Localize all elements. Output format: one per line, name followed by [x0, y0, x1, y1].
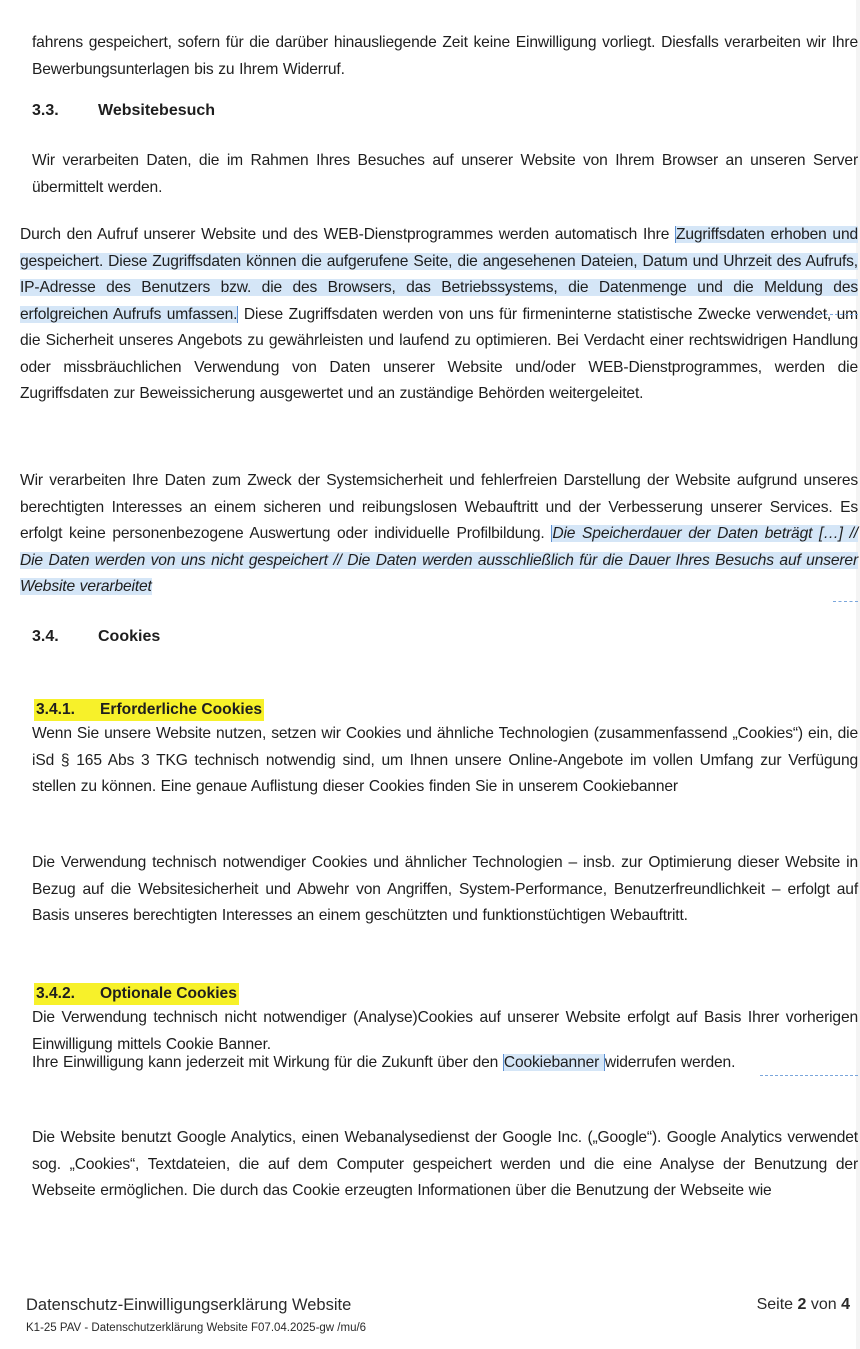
- revision-marker-line: [790, 314, 858, 315]
- optionale-cookies-paragraph-1: Die Verwendung technisch nicht notwendiger (Analyse)Cookies auf unserer Website erfolgt auf Basis Ihrer vorherigen Einwilligung mittels Cookie Banner.: [32, 1009, 858, 1053]
- page-mid: von: [806, 1296, 842, 1313]
- subsection-title: Erforderliche Cookies: [100, 701, 263, 718]
- erforderliche-cookies-paragraph-1: Wenn Sie unsere Website nutzen, setzen wir Cookies und ähnliche Technologien (zusammenfassend „Cookies“) ein, die iSd § 165 Abs 3 TKG technisch notwendig sind, um Ihnen unsere Online-Angebote im vollen Umfang zur Verfügung stellen zu können. Eine genaue Auflistung dieser Cookies finden Sie in unserem Cookiebanner: [32, 725, 858, 795]
- paragraph-text: Wir verarbeiten Ihre Daten zum Zweck der Systemsicherheit und fehlerfreien Darstellung der Website aufgrund unseres berechtigten Interesses an einem sicheren und reibungslosen Webauftritt und der Verbesserung unserer Services. Es erfolgt keine personenbezogene Auswertung oder individuelle Profilbildung.: [20, 472, 858, 542]
- revision-marker-line: [760, 1075, 858, 1076]
- subsection-number: 3.4.2.: [36, 985, 76, 1002]
- paragraph-text: Diese Zugriffsdaten werden von uns für firmeninterne statistische Zwecke verwendet, um die Sicherheit unseres Angebots zu gewährleisten und laufend zu optimieren. Bei Verdacht einer rechtswidrigen Handlung oder missbräuchlichen Verwendung von Daten unserer Website und/oder WEB-Dienstprogrammes, werden die Zugriffsdaten zur Beweissicherung ausgewertet und an zuständige Behörden weitergeleitet.: [20, 305, 858, 402]
- section-heading-3-4: [32, 628, 160, 646]
- section-number: 3.3.: [32, 102, 59, 119]
- websitebesuch-paragraph-3: [20, 468, 858, 601]
- erforderliche-cookies-paragraph-2: Die Verwendung technisch notwendiger Cookies und ähnlicher Technologien – insb. zur Optimierung dieser Website in Bezug auf die Websitesicherheit und Abwehr von Angriffen, System-Performance, Benutzerfreundlichkeit – erfolgt auf Basis unseres berechtigten Interesses an einem geschützten und funktionstüchtigen Webauftritt.: [32, 854, 858, 924]
- websitebesuch-paragraph-2: [20, 222, 858, 408]
- selected-italic-text[interactable]: Die Speicherdauer der Daten beträgt […] // Die Daten werden von uns nicht gespeichert // Die Daten werden ausschließlich für die Dauer Ihres Besuchs auf unserer Website verarbeitet: [20, 525, 858, 595]
- revision-marker-line: [833, 601, 858, 602]
- selected-text[interactable]: Zugriffsdaten erhoben und gespeichert. Diese Zugriffsdaten können die aufgerufene Seite, die angesehenen Dateien, Datum und Uhrzeit des Aufrufs, IP-Adresse des Benutzers bzw. die des Browsers, das Betriebssystems, die Datenmenge und die Meldung des erfolgreichen Aufrufs umfassen.: [20, 226, 858, 323]
- section-title: Websitebesuch: [98, 102, 216, 119]
- page-total: 4: [841, 1296, 850, 1313]
- optionale-cookies-paragraph-3: Die Website benutzt Google Analytics, einen Webanalysedienst der Google Inc. („Google“). Google Analytics verwendet sog. „Cookies“, Textdateien, die auf dem Computer gespeichert werden und die eine Analyse der Benutzung der Webseite ermöglichen. Die durch das Cookie erzeugten Informationen über die Benutzung der Webseite wie: [32, 1129, 858, 1199]
- footer-document-title: Datenschutz-Einwilligungserklärung Website: [26, 1296, 352, 1314]
- page-current: 2: [797, 1296, 807, 1313]
- selected-text[interactable]: Cookiebanner: [503, 1054, 604, 1071]
- section-number: 3.4.: [32, 628, 59, 645]
- subsection-heading-3-4-2: [34, 983, 239, 1005]
- page-prefix: Seite: [756, 1296, 798, 1313]
- subsection-number: 3.4.1.: [36, 701, 76, 718]
- section-heading-3-3: [32, 102, 215, 120]
- page-number: [757, 1296, 850, 1314]
- intro-paragraph: fahrens gespeichert, sofern für die darüber hinausliegende Zeit keine Einwilligung vorliegt. Diesfalls verarbeiten wir Ihre Bewerbungsunterlagen bis zu Ihrem Widerruf.: [32, 34, 858, 78]
- websitebesuch-paragraph-1: Wir verarbeiten Daten, die im Rahmen Ihres Besuches auf unserer Website von Ihrem Browser an unseren Server übermittelt werden.: [32, 152, 858, 196]
- paragraph-text: widerrufen werden.: [604, 1054, 736, 1071]
- subsection-title: Optionale Cookies: [100, 985, 237, 1002]
- subsection-heading-3-4-1: [34, 699, 264, 721]
- paragraph-text: Durch den Aufruf unserer Website und des WEB-Dienstprogrammes werden automatisch Ihre: [20, 226, 675, 243]
- footer-document-reference: K1-25 PAV - Datenschutzerklärung Website F07.04.2025-gw /mu/6: [26, 1322, 367, 1334]
- optionale-cookies-paragraph-2: [32, 1050, 858, 1077]
- section-title: Cookies: [98, 628, 161, 645]
- paragraph-text: Ihre Einwilligung kann jederzeit mit Wirkung für die Zukunft über den: [32, 1054, 503, 1071]
